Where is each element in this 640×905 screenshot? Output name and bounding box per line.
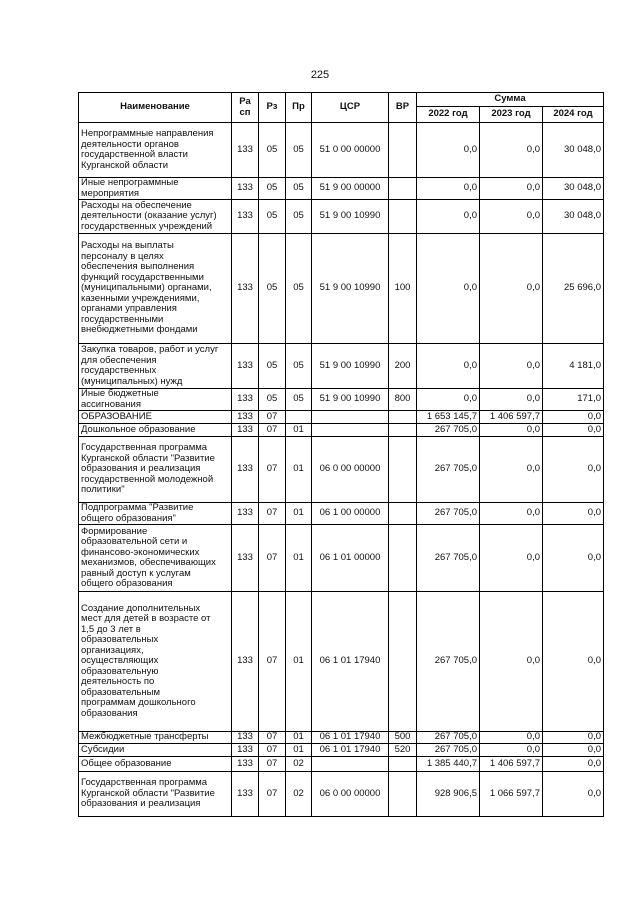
row-name: Иные бюджетные ассигнования [79,389,232,411]
row-sum-2024: 0,0 [543,503,604,525]
row-rz: 07 [259,772,286,817]
row-sum-2024: 0,0 [543,525,604,592]
row-sum-2022: 928 906,5 [417,772,480,817]
row-sum-2023: 0,0 [480,234,543,344]
row-csr: 51 0 00 00000 [312,123,389,178]
row-rz: 05 [259,234,286,344]
table-row [79,525,604,592]
row-rz: 07 [259,525,286,592]
header-2023: 2023 год [480,107,543,123]
row-sum-2024: 0,0 [543,744,604,757]
header-sum: Сумма [417,93,604,107]
row-sum-2024: 4 181,0 [543,344,604,389]
row-name: Государственная программа Курганской области "Развитие образования и реализация государственной молодежной политики" [79,437,232,503]
row-sum-2024: 0,0 [543,437,604,503]
row-sum-2023: 0,0 [480,525,543,592]
row-rz: 07 [259,503,286,525]
row-sum-2023: 0,0 [480,424,543,437]
row-sum-2023: 0,0 [480,744,543,757]
table-row [79,503,604,525]
row-pr: 01 [286,592,312,732]
table-row [79,592,604,732]
row-pr: 05 [286,234,312,344]
row-rz: 05 [259,344,286,389]
row-rz: 05 [259,178,286,200]
row-pr: 05 [286,389,312,411]
row-sum-2024: 0,0 [543,732,604,744]
row-pr: 05 [286,344,312,389]
row-rasp: 133 [232,389,259,411]
row-rasp: 133 [232,178,259,200]
row-sum-2023: 0,0 [480,592,543,732]
row-csr: 06 1 01 17940 [312,732,389,744]
row-name: Подпрограмма "Развитие общего образования" [79,503,232,525]
row-sum-2024: 0,0 [543,772,604,817]
row-rasp: 133 [232,123,259,178]
row-rasp: 133 [232,344,259,389]
row-rasp: 133 [232,732,259,744]
row-pr [286,411,312,424]
header-2022: 2022 год [417,107,480,123]
row-csr: 06 1 01 17940 [312,592,389,732]
row-sum-2023: 1 066 597,7 [480,772,543,817]
row-vr [389,525,417,592]
row-sum-2023: 0,0 [480,200,543,234]
row-sum-2022: 0,0 [417,234,480,344]
table-row [79,411,604,424]
row-name: Общее образование [79,757,232,772]
row-csr: 51 9 00 10990 [312,389,389,411]
row-rz: 05 [259,123,286,178]
row-rasp: 133 [232,757,259,772]
page-number: 225 [310,69,330,81]
row-vr [389,200,417,234]
row-pr: 01 [286,503,312,525]
row-sum-2024: 0,0 [543,757,604,772]
row-csr: 51 9 00 10990 [312,344,389,389]
row-rasp: 133 [232,744,259,757]
row-csr: 06 1 00 00000 [312,503,389,525]
row-rasp: 133 [232,772,259,817]
row-sum-2022: 267 705,0 [417,592,480,732]
row-sum-2022: 267 705,0 [417,744,480,757]
row-rasp: 133 [232,424,259,437]
row-rasp: 133 [232,437,259,503]
row-csr: 06 1 01 00000 [312,525,389,592]
row-pr: 02 [286,757,312,772]
row-rz: 05 [259,200,286,234]
row-sum-2024: 0,0 [543,424,604,437]
budget-table [78,92,604,817]
row-csr: 06 1 01 17940 [312,744,389,757]
row-vr [389,411,417,424]
table-row [79,744,604,757]
row-sum-2024: 171,0 [543,389,604,411]
row-csr: 06 0 00 00000 [312,437,389,503]
row-vr: 800 [389,389,417,411]
row-rz: 07 [259,437,286,503]
header-pr: Пр [286,93,312,123]
row-sum-2022: 267 705,0 [417,732,480,744]
row-sum-2024: 25 696,0 [543,234,604,344]
row-sum-2022: 0,0 [417,200,480,234]
row-sum-2022: 0,0 [417,389,480,411]
row-name: Непрограммные направления деятельности органов государственной власти Курганской области [79,123,232,178]
table-row [79,757,604,772]
row-rz: 07 [259,424,286,437]
row-sum-2024: 30 048,0 [543,178,604,200]
table-row [79,437,604,503]
row-vr [389,772,417,817]
row-name: Формирование образовательной сети и финансово-экономических механизмов, обеспечивающих равный доступ к услугам общего образования [79,525,232,592]
row-pr: 05 [286,123,312,178]
row-sum-2023: 0,0 [480,178,543,200]
row-name: Межбюджетные трансферты [79,732,232,744]
row-csr [312,757,389,772]
row-pr: 05 [286,200,312,234]
row-vr: 200 [389,344,417,389]
table-row [79,178,604,200]
row-pr: 01 [286,424,312,437]
row-name: Субсидии [79,744,232,757]
row-pr: 01 [286,525,312,592]
row-sum-2022: 1 653 145,7 [417,411,480,424]
row-name: Государственная программа Курганской области "Развитие образования и реализация [79,772,232,817]
row-name: Расходы на обеспечение деятельности (оказание услуг) государственных учреждений [79,200,232,234]
table-row [79,732,604,744]
row-sum-2023: 0,0 [480,344,543,389]
header-rasp: Ра сп [232,93,259,123]
header-name: Наименование [79,93,232,123]
row-rasp: 133 [232,503,259,525]
row-csr: 51 9 00 00000 [312,178,389,200]
header-csr: ЦСР [312,93,389,123]
table-row [79,344,604,389]
row-rz: 05 [259,389,286,411]
row-sum-2022: 267 705,0 [417,525,480,592]
row-sum-2023: 1 406 597,7 [480,757,543,772]
row-sum-2023: 0,0 [480,732,543,744]
row-sum-2023: 1 406 597,7 [480,411,543,424]
row-pr: 05 [286,178,312,200]
row-vr [389,424,417,437]
table-row [79,200,604,234]
row-rz: 07 [259,592,286,732]
row-sum-2022: 0,0 [417,123,480,178]
row-vr [389,592,417,732]
row-csr [312,424,389,437]
row-pr: 01 [286,744,312,757]
header-2024: 2024 год [543,107,604,123]
row-name: Иные непрограммные мероприятия [79,178,232,200]
row-pr: 01 [286,732,312,744]
row-rz: 07 [259,411,286,424]
header-vr: ВР [389,93,417,123]
header-rz: Рз [259,93,286,123]
table-body [79,123,604,817]
row-csr: 06 0 00 00000 [312,772,389,817]
row-sum-2022: 267 705,0 [417,424,480,437]
row-csr: 51 9 00 10990 [312,200,389,234]
row-sum-2023: 0,0 [480,437,543,503]
table-row [79,424,604,437]
row-name: Расходы на выплаты персоналу в целях обеспечения выполнения функций государственными (муниципальными) органами, казенными учреждениями, органами управления государственными внебюджетными фондами [79,234,232,344]
row-csr: 51 9 00 10990 [312,234,389,344]
row-sum-2022: 0,0 [417,178,480,200]
row-csr [312,411,389,424]
row-name: ОБРАЗОВАНИЕ [79,411,232,424]
row-vr [389,178,417,200]
row-rz: 07 [259,757,286,772]
row-rasp: 133 [232,200,259,234]
table-header [79,93,604,123]
row-pr: 01 [286,437,312,503]
table-row [79,389,604,411]
row-rz: 07 [259,732,286,744]
row-rz: 07 [259,744,286,757]
row-sum-2022: 1 385 440,7 [417,757,480,772]
row-vr: 520 [389,744,417,757]
row-sum-2024: 30 048,0 [543,123,604,178]
row-rasp: 133 [232,592,259,732]
row-vr: 500 [389,732,417,744]
row-vr [389,503,417,525]
row-rasp: 133 [232,411,259,424]
row-pr: 02 [286,772,312,817]
row-name: Закупка товаров, работ и услуг для обеспечения государственных (муниципальных) нужд [79,344,232,389]
table-row [79,772,604,817]
row-sum-2024: 0,0 [543,411,604,424]
row-vr [389,757,417,772]
row-sum-2022: 0,0 [417,344,480,389]
row-sum-2023: 0,0 [480,123,543,178]
row-rasp: 133 [232,234,259,344]
row-vr [389,123,417,178]
row-rasp: 133 [232,525,259,592]
row-sum-2022: 267 705,0 [417,503,480,525]
table-row [79,234,604,344]
table-row [79,123,604,178]
row-vr [389,437,417,503]
row-sum-2022: 267 705,0 [417,437,480,503]
row-sum-2024: 0,0 [543,592,604,732]
row-sum-2023: 0,0 [480,503,543,525]
row-vr: 100 [389,234,417,344]
row-sum-2024: 30 048,0 [543,200,604,234]
row-name: Создание дополнительных мест для детей в возрасте от 1,5 до 3 лет в образовательных организациях, осуществляющих образовательную деятельность по образовательным программам дошкольного образования [79,592,232,732]
row-sum-2023: 0,0 [480,389,543,411]
row-name: Дошкольное образование [79,424,232,437]
